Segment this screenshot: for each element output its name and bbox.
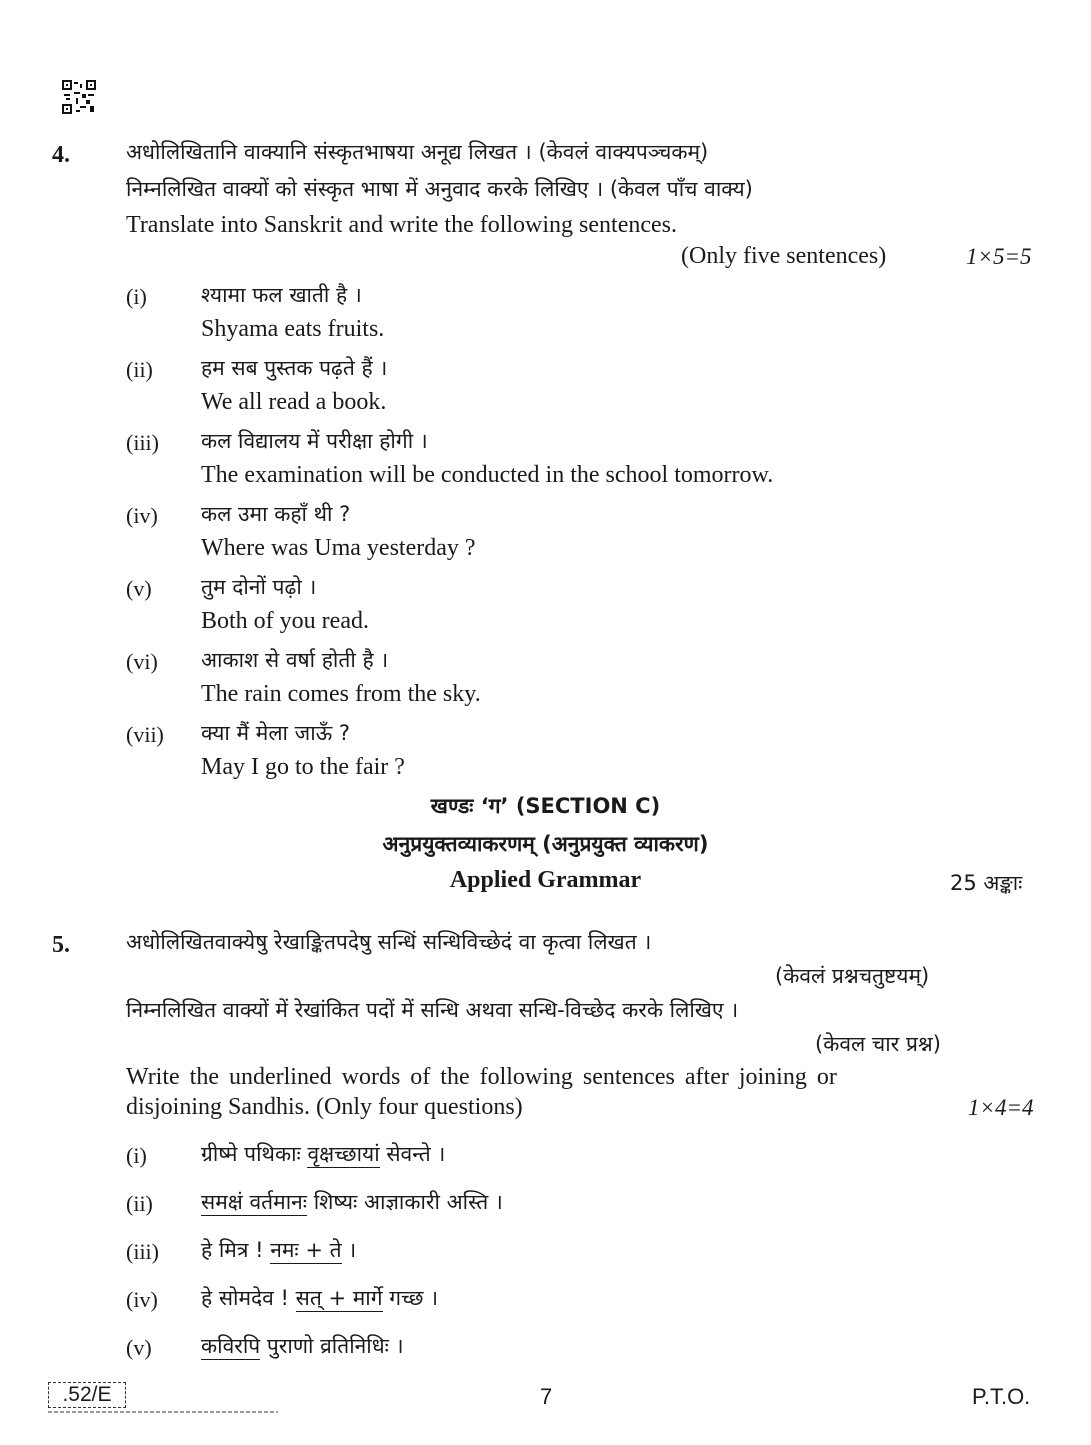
- section-subtitle: अनुप्रयुक्तव्याकरणम् (अनुप्रयुक्त व्याकरण): [382, 832, 709, 856]
- question-4-marks: 1×5=5: [966, 244, 1032, 269]
- list-item-hindi: हम सब पुस्तक पढ़ते हैं ।: [201, 356, 388, 380]
- sentence-text: हे सोमदेव !: [201, 1286, 296, 1310]
- list-item-number: (vi): [126, 649, 158, 674]
- sentence-text: सेवन्ते ।: [379, 1142, 446, 1166]
- list-item-hindi: कल विद्यालय में परीक्षा होगी ।: [201, 429, 428, 453]
- list-item-number: (v): [126, 1335, 152, 1360]
- underlined-word: कविरपि: [201, 1334, 261, 1358]
- page-number: 7: [540, 1384, 553, 1409]
- list-item-english: Shyama eats fruits.: [201, 316, 385, 342]
- pto-label: P.T.O.: [972, 1384, 1031, 1409]
- list-item-english: The examination will be conducted in the school tomorrow.: [201, 462, 774, 488]
- underlined-word: वृक्षच्छायां: [307, 1142, 380, 1166]
- list-item-hindi: आकाश से वर्षा होती है ।: [201, 648, 389, 672]
- list-item-english: Both of you read.: [201, 608, 369, 634]
- question-4-english-instruction: Translate into Sanskrit and write the following sentences.: [126, 212, 678, 238]
- sentence-text: हे मित्र !: [201, 1238, 271, 1262]
- list-item-english: May I go to the fair ?: [201, 754, 405, 780]
- question-5-english-instruction: Write the underlined words of the following sentences after joining or: [126, 1064, 837, 1090]
- question-5-sanskrit-instruction: अधोलिखितवाक्येषु रेखाङ्कितपदेषु सन्धिं सन्धिविच्छेदं वा कृत्वा लिखत ।: [126, 930, 652, 954]
- list-item-sentence: [201, 1236, 356, 1264]
- list-item-number: (i): [126, 284, 147, 309]
- question-5-marks: 1×4=4: [968, 1095, 1034, 1120]
- question-4-note: (Only five sentences): [681, 243, 887, 269]
- list-item-hindi: तुम दोनों पढ़ो ।: [201, 575, 317, 599]
- list-item-number: (v): [126, 576, 152, 601]
- underlined-word: समक्षं वर्तमानः: [201, 1190, 308, 1214]
- list-item-number: (ii): [126, 357, 153, 382]
- sentence-text: गच्छ ।: [382, 1286, 439, 1310]
- question-5-hindi-instruction: निम्नलिखित वाक्यों में रेखांकित पदों में सन्धि अथवा सन्धि-विच्छेद करके लिखिए ।: [126, 998, 739, 1022]
- list-item-english: We all read a book.: [201, 389, 387, 415]
- list-item-hindi: क्या मैं मेला जाऊँ ?: [201, 721, 350, 745]
- list-item-english: The rain comes from the sky.: [201, 681, 481, 707]
- list-item-number: (iv): [126, 503, 158, 528]
- qr-code-icon: [62, 80, 96, 114]
- question-4-hindi-instruction: निम्नलिखित वाक्यों को संस्कृत भाषा में अनुवाद करके लिखिए । (केवल पाँच वाक्य): [126, 177, 753, 201]
- list-item-hindi: श्यामा फल खाती है ।: [201, 283, 362, 307]
- list-item-sentence: [201, 1332, 404, 1360]
- question-5-english-instruction-cont: disjoining Sandhis. (Only four questions): [126, 1094, 523, 1120]
- list-item-number: (vii): [126, 722, 164, 747]
- question-5-sanskrit-note: (केवलं प्रश्नचतुष्टयम्): [775, 964, 930, 988]
- list-item-sentence: [201, 1188, 503, 1216]
- list-item-number: (ii): [126, 1191, 153, 1216]
- section-english-title: Applied Grammar: [449, 867, 642, 893]
- footer-divider: [48, 1411, 278, 1413]
- list-item-sentence: [201, 1140, 445, 1168]
- list-item-sentence: [201, 1284, 438, 1312]
- sentence-text: पुराणो व्रतिनिधिः ।: [260, 1334, 404, 1358]
- sentence-text: शिष्यः आज्ञाकारी अस्ति ।: [307, 1190, 503, 1214]
- question-4-number: 4.: [52, 142, 70, 168]
- section-marks: 25 अङ्काः: [950, 871, 1023, 895]
- question-5-number: 5.: [52, 932, 70, 958]
- list-item-number: (i): [126, 1143, 147, 1168]
- paper-code: .52/E: [48, 1382, 126, 1408]
- underlined-word: नमः + ते: [270, 1238, 342, 1262]
- underlined-word: सत् + मार्गे: [295, 1286, 383, 1310]
- list-item-english: Where was Uma yesterday ?: [201, 535, 476, 561]
- sentence-text: ग्रीष्मे पथिकाः: [201, 1142, 308, 1166]
- list-item-number: (iii): [126, 1239, 159, 1264]
- sentence-text: ।: [341, 1238, 357, 1262]
- question-4-sanskrit-instruction: अधोलिखितानि वाक्यानि संस्कृतभाषया अनूद्य लिखत । (केवलं वाक्यपञ्चकम्): [126, 140, 709, 164]
- list-item-number: (iv): [126, 1287, 158, 1312]
- question-5-hindi-note: (केवल चार प्रश्न): [815, 1032, 941, 1056]
- list-item-number: (iii): [126, 430, 159, 455]
- list-item-hindi: कल उमा कहाँ थी ?: [201, 502, 351, 526]
- section-title: खण्डः ‘ग’ (SECTION C): [430, 794, 661, 818]
